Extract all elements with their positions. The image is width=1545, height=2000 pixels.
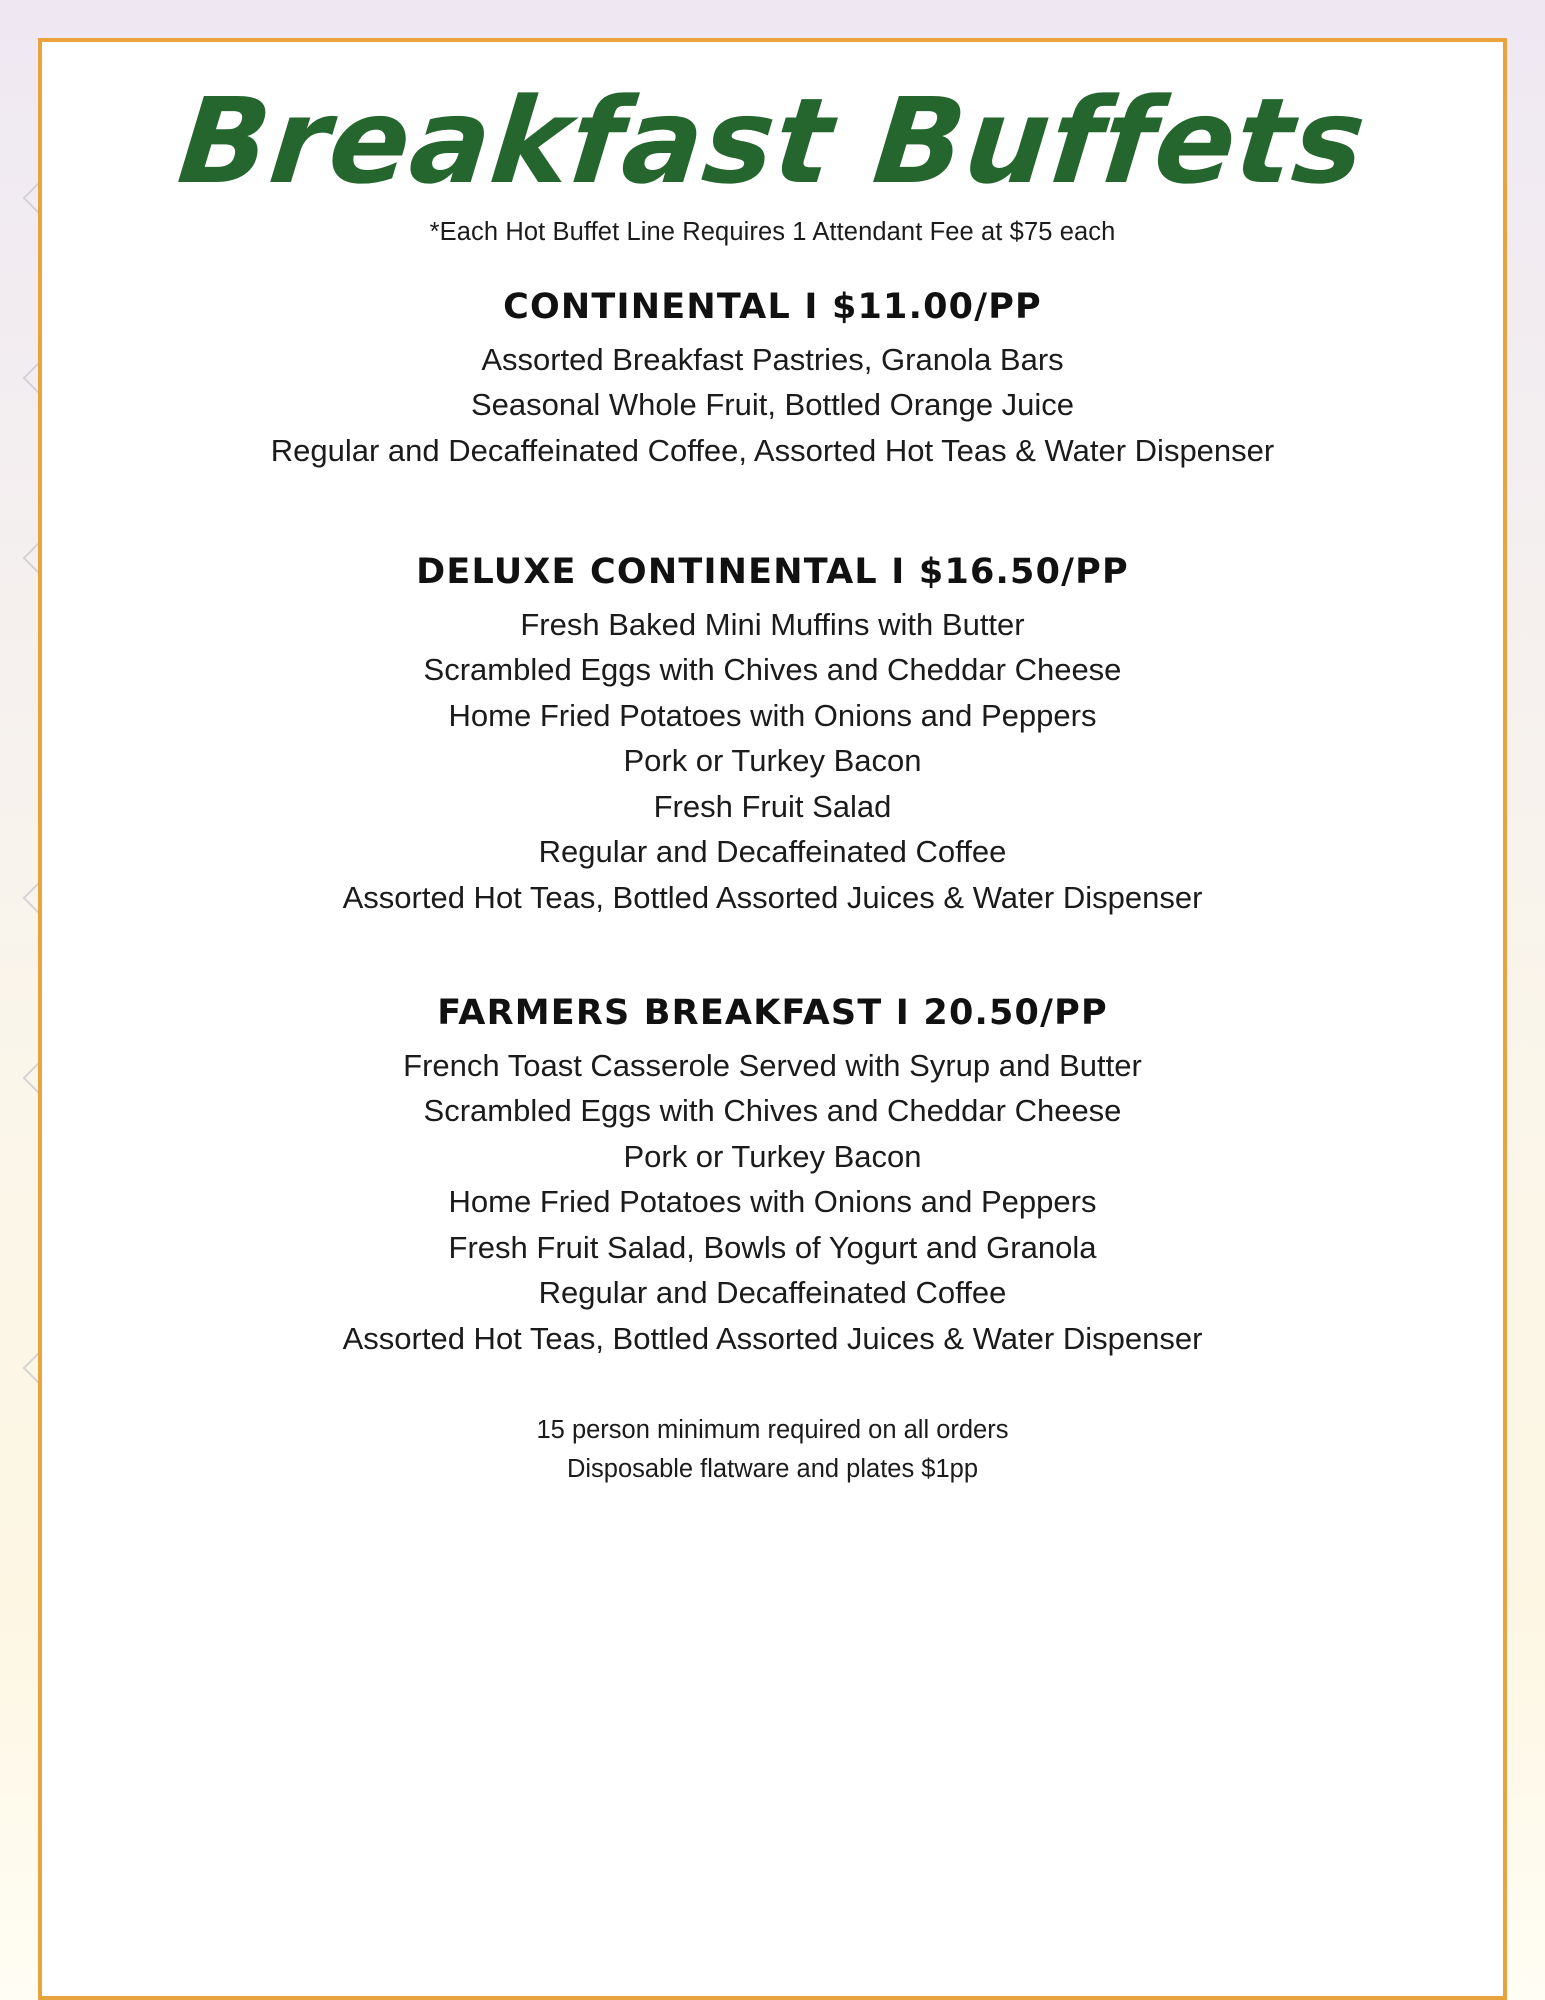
menu-item: Scrambled Eggs with Chives and Cheddar Cheese: [423, 652, 1122, 688]
section-heading-deluxe-continental: DELUXE CONTINENTAL I $16.50/PP: [416, 551, 1129, 592]
menu-item: Home Fried Potatoes with Onions and Peppers: [448, 697, 1097, 733]
menu-item: Regular and Decaffeinated Coffee, Assorted Hot Teas & Water Dispenser: [270, 433, 1275, 469]
page-title: Breakfast Buffets: [172, 72, 1373, 210]
menu-item: French Toast Casserole Served with Syrup and Butter: [403, 1047, 1142, 1083]
footer-line: 15 person minimum required on all orders: [536, 1416, 1009, 1445]
menu-section-farmers-breakfast: [60, 993, 1485, 1362]
menu-item: Home Fried Potatoes with Onions and Peppers: [448, 1184, 1097, 1220]
menu-item: Pork or Turkey Bacon: [623, 1138, 922, 1174]
menu-item: Assorted Breakfast Pastries, Granola Bars: [481, 341, 1064, 377]
menu-item: Fresh Fruit Salad: [653, 788, 892, 824]
menu-item: Assorted Hot Teas, Bottled Assorted Juices & Water Dispenser: [342, 879, 1203, 915]
menu-item: Scrambled Eggs with Chives and Cheddar Cheese: [423, 1093, 1122, 1129]
section-heading-continental: CONTINENTAL I $11.00/PP: [503, 286, 1042, 327]
menu-item: Regular and Decaffeinated Coffee: [538, 1275, 1007, 1311]
menu-item: Fresh Fruit Salad, Bowls of Yogurt and Granola: [448, 1229, 1097, 1265]
menu-item: Pork or Turkey Bacon: [623, 743, 922, 779]
menu-item: Regular and Decaffeinated Coffee: [538, 834, 1007, 870]
attendant-fee-note: *Each Hot Buffet Line Requires 1 Attendant Fee at $75 each: [429, 217, 1116, 246]
menu-footer: [60, 1411, 1485, 1488]
menu-content: [60, 44, 1485, 2000]
section-heading-farmers-breakfast: FARMERS BREAKFAST I 20.50/PP: [437, 992, 1108, 1033]
footer-line: Disposable flatware and plates $1pp: [566, 1454, 979, 1483]
menu-item: Fresh Baked Mini Muffins with Butter: [520, 606, 1025, 642]
menu-section-continental: [60, 287, 1485, 474]
menu-item: Assorted Hot Teas, Bottled Assorted Juices & Water Dispenser: [342, 1320, 1203, 1356]
menu-section-deluxe-continental: [60, 552, 1485, 921]
menu-item: Seasonal Whole Fruit, Bottled Orange Juice: [470, 387, 1075, 423]
